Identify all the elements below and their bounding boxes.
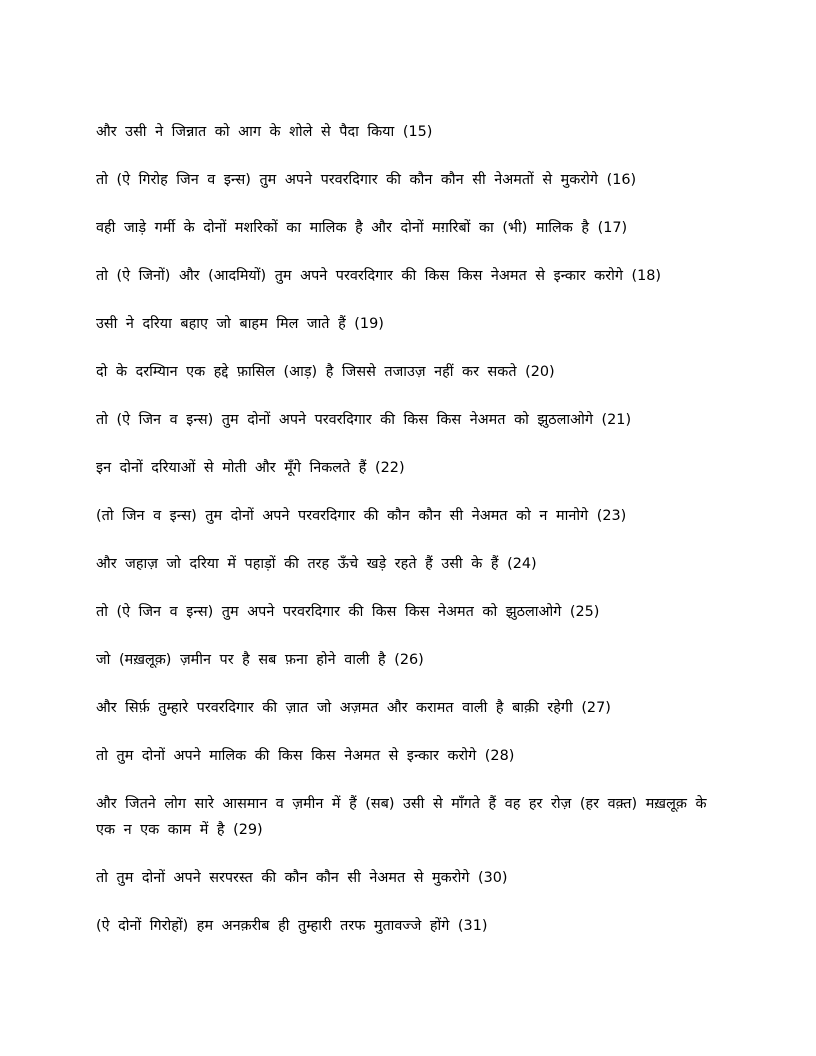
verse-28: तो तुम दोनों अपने मालिक की किस किस नेअमत से इन्कार करोगे (28) [96,748,515,764]
verse-31: (ऐ दोनों गिरोहों) हम अनक़रीब ही तुम्हारी तरफ मुतावज्जे होंगे (31) [96,918,488,934]
verse-21: तो (ऐ जिन व इन्स) तुम दोनों अपने परवरदिगार की किस किस नेअमत को झुठलाओगे (21) [96,412,632,428]
verse-26: जो (मख़लूक़) ज़मीन पर है सब फ़ना होने वाली है (26) [96,652,424,668]
verse-15: और उसी ने जिन्नात को आग के शोले से पैदा किया (15) [96,124,433,140]
verse-17: वही जाड़े गर्मी के दोनों मशरिकों का मालिक है और दोनों मग़रिबों का (भी) मालिक है (17) [96,220,628,236]
verse-27: और सिर्फ़ तुम्हारे परवरदिगार की ज़ात जो अज़मत और करामत वाली है बाक़ी रहेगी (27) [96,700,611,716]
verse-list [96,119,724,961]
verse-22: इन दोनों दरियाओं से मोती और मूँगे निकलते हैं (22) [96,460,405,476]
verse-23: (तो जिन व इन्स) तुम दोनों अपने परवरदिगार की कौन कौन सी नेअमत को न मानोगे (23) [96,508,627,524]
verse-19: उसी ने दरिया बहाए जो बाहम मिल जाते हैं (19) [96,316,384,332]
verse-16: तो (ऐ गिरोह जिन व इन्स) तुम अपने परवरदिगार की कौन कौन सी नेअमतों से मुकरोगे (16) [96,172,637,188]
verse-18: तो (ऐ जिनों) और (आदमियों) तुम अपने परवरदिगार की किस किस नेअमत से इन्कार करोगे (18) [96,268,662,284]
verse-25: तो (ऐ जिन व इन्स) तुम अपने परवरदिगार की किस किस नेअमत को झुठलाओगे (25) [96,604,600,620]
verse-24: और जहाज़ जो दरिया में पहाड़ों की तरह ऊँचे खड़े रहते हैं उसी के हैं (24) [96,556,537,572]
verse-30: तो तुम दोनों अपने सरपरस्त की कौन कौन सी नेअमत से मुकरोगे (30) [96,870,508,886]
verse-20: दो के दरम्यिान एक हद्दे फ़ासिल (आड़) है जिससे तजाउज़ नहीं कर सकते (20) [96,364,555,380]
verse-29: और जितने लोग सारे आसमान व ज़मीन में हैं (सब) उसी से माँगते हैं वह हर रोज़ (हर वक़्त) मख़लूक़ के एक न एक काम में है (29) [96,796,707,838]
